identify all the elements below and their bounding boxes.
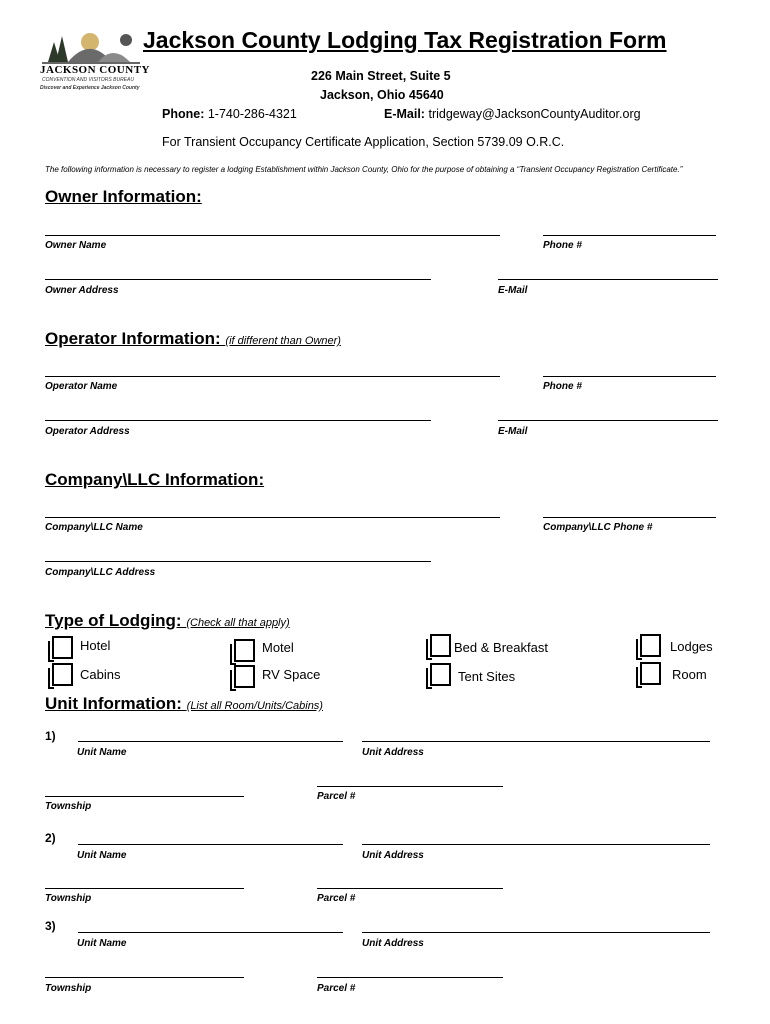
operator-heading (45, 329, 341, 349)
unit-1-number: 1) (45, 729, 56, 743)
unit-3-parcel-label: Parcel # (317, 983, 356, 994)
email-line (384, 107, 641, 121)
unit-2-parcel-label: Parcel # (317, 893, 356, 904)
option-bed-breakfast-label: Bed & Breakfast (454, 640, 548, 655)
phone-label: Phone: (162, 107, 205, 121)
lodging-heading-note: (Check all that apply) (186, 617, 290, 629)
unit-3-township-field[interactable] (45, 977, 244, 978)
unit-2-address-field[interactable] (362, 844, 710, 845)
company-address-field[interactable] (45, 561, 431, 562)
company-heading: Company\LLC Information: (45, 470, 265, 489)
unit-1-township-label: Township (45, 801, 92, 812)
lodging-heading-text: Type of Lodging: (45, 611, 182, 630)
intro-text: The following information is necessary to register a lodging Establishment within Jackson County, Ohio for the purpose of obtaining a “Transient Occupancy Registration Certificate.” (45, 165, 683, 174)
phone-number: 1-740-286-4321 (207, 107, 297, 121)
company-address-label: Company\LLC Address (45, 567, 156, 578)
units-heading-text: Unit Information: (45, 694, 182, 713)
owner-name-label: Owner Name (45, 240, 107, 251)
operator-name-label: Operator Name (45, 381, 118, 392)
unit-2-address-label: Unit Address (362, 850, 424, 861)
unit-3-address-field[interactable] (362, 932, 710, 933)
certificate-line: For Transient Occupancy Certificate Application, Section 5739.09 O.R.C. (162, 135, 565, 149)
checkbox-rv-space[interactable] (234, 665, 255, 688)
operator-name-field[interactable] (45, 376, 500, 377)
operator-address-field[interactable] (45, 420, 431, 421)
unit-1-address-label: Unit Address (362, 747, 424, 758)
street-address: 226 Main Street, Suite 5 (311, 69, 451, 83)
email-label: E-Mail: (384, 107, 425, 121)
email-address: tridgeway@JacksonCountyAuditor.org (428, 107, 641, 121)
logo-emblem-icon (38, 28, 144, 68)
unit-1-township-field[interactable] (45, 796, 244, 797)
owner-heading: Owner Information: (45, 187, 202, 206)
unit-3-township-label: Township (45, 983, 92, 994)
logo-text: JACKSON COUNTY (40, 64, 150, 76)
lodging-heading (45, 611, 290, 631)
checkbox-tent-sites[interactable] (430, 663, 451, 686)
unit-3-name-field[interactable] (78, 932, 343, 933)
logo-subtitle: CONVENTION AND VISITORS BUREAU (42, 77, 134, 83)
option-lodges-label: Lodges (670, 639, 713, 654)
unit-3-number: 3) (45, 919, 56, 933)
unit-3-name-label: Unit Name (77, 938, 127, 949)
owner-address-field[interactable] (45, 279, 431, 280)
option-rv-space-label: RV Space (262, 667, 321, 682)
county-logo (38, 28, 150, 92)
unit-2-parcel-field[interactable] (317, 888, 503, 889)
option-cabins-label: Cabins (80, 667, 121, 682)
units-heading-note: (List all Room/Units/Cabins) (186, 700, 323, 712)
unit-1-name-field[interactable] (78, 741, 343, 742)
page-title: Jackson County Lodging Tax Registration Form (143, 27, 667, 53)
operator-email-field[interactable] (498, 420, 718, 421)
checkbox-room[interactable] (640, 662, 661, 685)
owner-phone-label: Phone # (543, 240, 582, 251)
unit-2-township-field[interactable] (45, 888, 244, 889)
owner-email-field[interactable] (498, 279, 718, 280)
checkbox-cabins[interactable] (52, 663, 73, 686)
option-hotel-label: Hotel (80, 638, 111, 653)
owner-phone-field[interactable] (543, 235, 716, 236)
units-heading (45, 694, 323, 714)
unit-1-parcel-field[interactable] (317, 786, 503, 787)
checkbox-motel[interactable] (234, 639, 255, 662)
unit-2-number: 2) (45, 831, 56, 845)
company-phone-label: Company\LLC Phone # (543, 522, 653, 533)
unit-2-township-label: Township (45, 893, 92, 904)
owner-address-label: Owner Address (45, 285, 119, 296)
unit-1-parcel-label: Parcel # (317, 791, 356, 802)
operator-heading-note: (if different than Owner) (225, 335, 341, 347)
operator-heading-text: Operator Information: (45, 329, 221, 348)
unit-3-address-label: Unit Address (362, 938, 424, 949)
phone-line (162, 107, 297, 121)
owner-name-field[interactable] (45, 235, 500, 236)
operator-phone-field[interactable] (543, 376, 716, 377)
unit-3-parcel-field[interactable] (317, 977, 503, 978)
company-phone-field[interactable] (543, 517, 716, 518)
operator-address-label: Operator Address (45, 426, 130, 437)
unit-1-address-field[interactable] (362, 741, 710, 742)
company-name-label: Company\LLC Name (45, 522, 143, 533)
checkbox-hotel[interactable] (52, 636, 73, 659)
option-room-label: Room (672, 667, 707, 682)
checkbox-bed-breakfast[interactable] (430, 634, 451, 657)
option-tent-sites-label: Tent Sites (458, 669, 516, 684)
unit-2-name-label: Unit Name (77, 850, 127, 861)
unit-1-name-label: Unit Name (77, 747, 127, 758)
operator-phone-label: Phone # (543, 381, 582, 392)
logo-tagline: Discover and Experience Jackson County (40, 85, 140, 91)
company-name-field[interactable] (45, 517, 500, 518)
owner-email-label: E-Mail (498, 285, 528, 296)
operator-email-label: E-Mail (498, 426, 528, 437)
checkbox-lodges[interactable] (640, 634, 661, 657)
unit-2-name-field[interactable] (78, 844, 343, 845)
city-address: Jackson, Ohio 45640 (320, 88, 444, 102)
option-motel-label: Motel (262, 640, 294, 655)
